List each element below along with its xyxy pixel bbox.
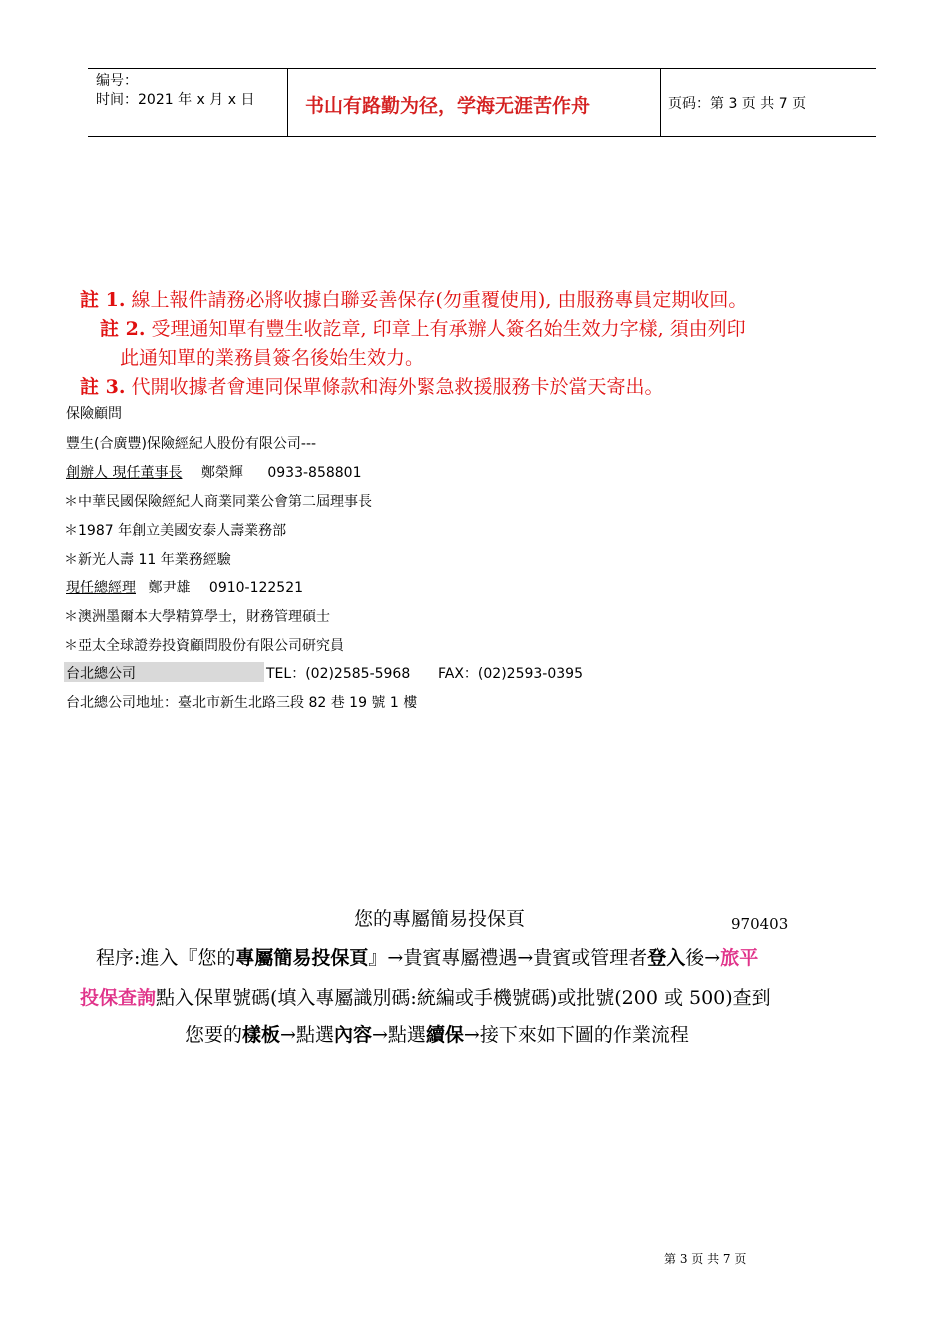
- header-divider-left: [287, 68, 288, 136]
- proc-bold-term: 登入: [647, 947, 686, 969]
- footer-page-number: 第 3 页 共 7 页: [664, 1252, 747, 1266]
- hq-address: 台北總公司地址：臺北市新生北路三段 82 巷 19 號 1 樓: [66, 695, 418, 711]
- proc-text: 』→貴賓專屬禮遇→貴賓或管理者: [368, 947, 648, 969]
- gm-name: 鄭尹雄: [148, 580, 191, 596]
- proc-text: →點選: [371, 1024, 426, 1046]
- note-3: [80, 373, 664, 401]
- gm-role: 現任總經理: [66, 580, 136, 596]
- proc-bold-term: 續保: [425, 1024, 464, 1046]
- advisor-company: 豐生(合廣豐)保險經紀人股份有限公司---: [66, 436, 317, 452]
- note-1-text: 線上報件請務必將收據白聯妥善保存(勿重覆使用), 由服務專員定期收回。: [125, 289, 748, 311]
- procedure-line-1: [96, 945, 758, 971]
- gm-item: ＊亞太全球證券投資顧問股份有限公司研究員: [64, 638, 344, 654]
- proc-text: 後→: [685, 947, 721, 969]
- header-bottom-rule: [88, 136, 876, 137]
- proc-bold-term: 樣板: [242, 1024, 281, 1046]
- procedure-line-3: [185, 1022, 689, 1048]
- procedure-code: 970403: [731, 915, 789, 933]
- note-3-text: 代開收據者會連同保單條款和海外緊急救援服務卡於當天寄出。: [125, 376, 664, 398]
- header-divider-right: [660, 68, 661, 136]
- founder-phone: 0933-858801: [267, 465, 362, 481]
- note-2-text: 受理通知單有豐生收訖章, 印章上有承辦人簽名始生效力字樣, 須由列印: [145, 318, 746, 340]
- hq-label: 台北總公司: [66, 666, 136, 682]
- procedure-title: 您的專屬簡易投保頁: [354, 908, 526, 930]
- founder-name: 鄭榮輝: [200, 465, 243, 481]
- header-top-rule: [88, 68, 876, 69]
- note-2: [100, 315, 746, 343]
- header-motto: 书山有路勤为径，学海无涯苦作舟: [305, 95, 591, 117]
- time-label: 时间：2021 年 x 月 x 日: [96, 92, 255, 108]
- gm-phone: 0910-122521: [208, 580, 304, 596]
- note-2-continuation: 此通知單的業務員簽名後始生效力。: [120, 347, 425, 369]
- founder-item: ＊新光人壽 11 年業務經驗: [64, 552, 231, 568]
- note-1: [80, 286, 747, 314]
- proc-text: 點入保單號碼(填入專屬識別碼:統編或手機號碼)或批號(200 或 500)查到: [156, 987, 771, 1009]
- page-label: 页码：第 3 页 共 7 页: [668, 96, 807, 112]
- proc-pink-term: 投保查詢: [80, 987, 157, 1009]
- hq-tel: TEL：(02)2585-5968: [266, 666, 411, 682]
- founder-role: 創辦人 現任董事長: [66, 465, 183, 481]
- proc-text: →接下來如下圖的作業流程: [463, 1024, 689, 1046]
- serial-label: 编号：: [96, 73, 138, 89]
- advisor-title: 保險顧問: [66, 406, 122, 422]
- proc-bold-term: 專屬簡易投保頁: [235, 947, 369, 969]
- note-3-marker: 註 3.: [80, 376, 126, 398]
- hq-fax: FAX：(02)2593-0395: [438, 666, 583, 682]
- procedure-line-2: [80, 985, 771, 1011]
- gm-line: [66, 579, 303, 597]
- proc-bold-term: 內容: [333, 1024, 372, 1046]
- founder-item: ＊中華民國保險經紀人商業同業公會第二屆理事長: [64, 494, 372, 510]
- founder-item: ＊1987 年創立美國安泰人壽業務部: [64, 523, 287, 539]
- note-2-marker: 註 2.: [100, 318, 146, 340]
- founder-line: [66, 464, 361, 482]
- gm-item: ＊澳洲墨爾本大學精算學士，財務管理碩士: [64, 609, 330, 625]
- proc-text: 您要的: [185, 1024, 243, 1046]
- proc-pink-term: 旅平: [720, 947, 759, 969]
- note-1-marker: 註 1.: [80, 289, 126, 311]
- proc-text: 程序:進入『您的: [96, 947, 236, 969]
- proc-text: →點選: [280, 1024, 334, 1046]
